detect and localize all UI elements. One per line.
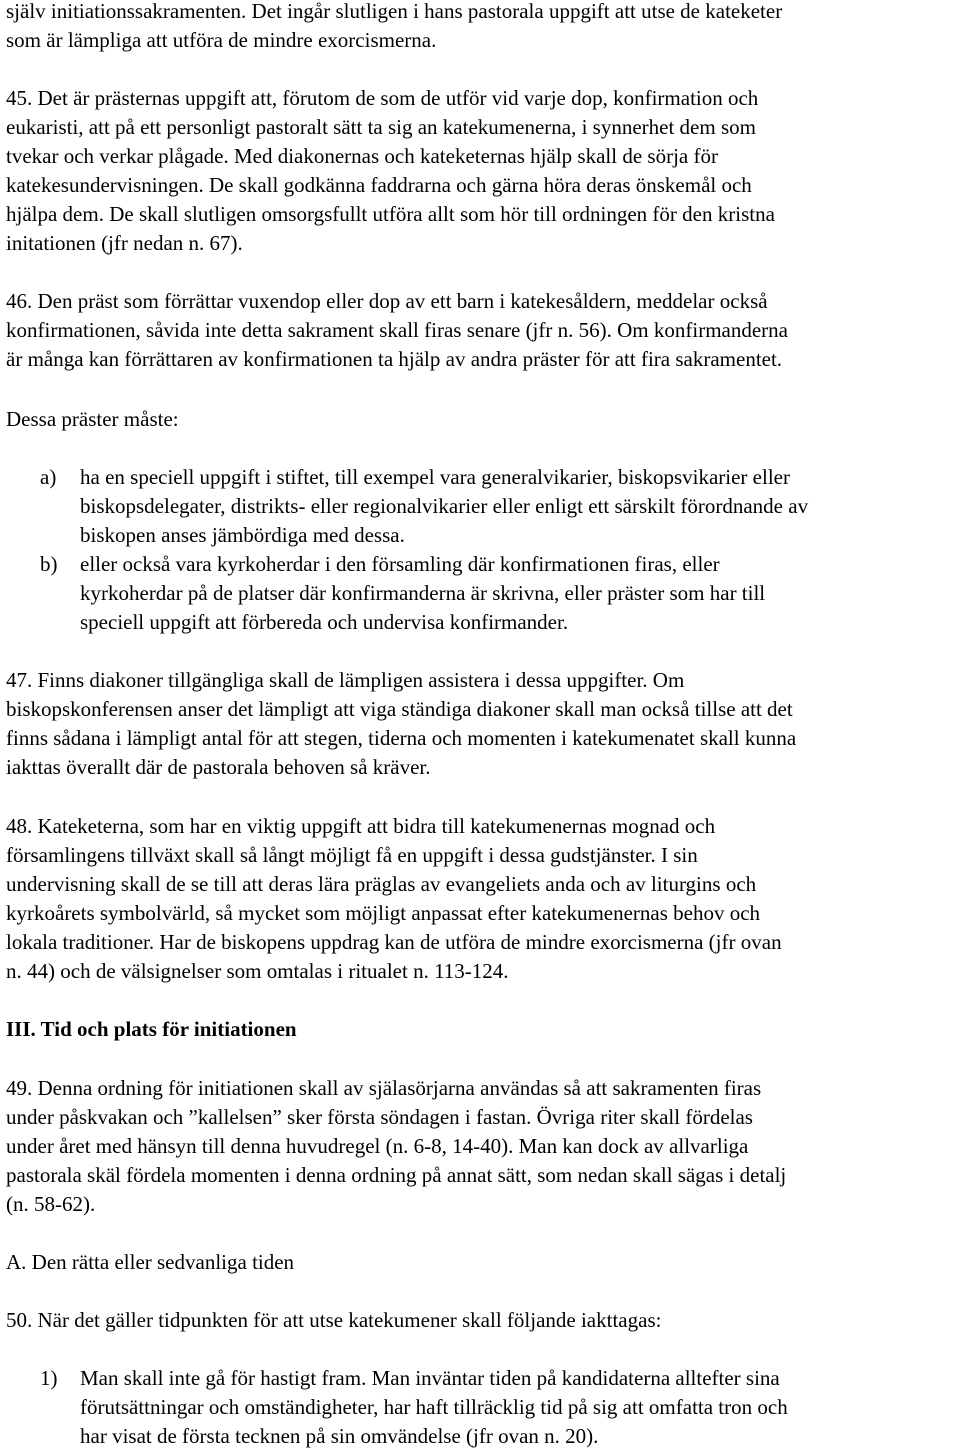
list-marker: 1) [40,1366,58,1390]
paragraph-49: 49. Denna ordning för initiationen skall av själasörjarna användas så att sakramenten firas under påskvakan och ”kallelsen” sker första söndagen i fastan. Övriga riter skall fördelas under året med hänsyn till denna huvudregel (n. 6-8, 14-40). Man kan dock av allvarliga pastorala skäl fördela momenten i denna ordning på annat sätt, som nedan skall sägas i detalj (n. 58-62). [6,1076,787,1216]
paragraph-44-end: själv initiationssakramenten. Det ingår slutligen i hans pastorala uppgift att utse de kateketer som är lämpliga att utföra de mindre exorcismerna. [6,0,783,52]
paragraph-47: 47. Finns diakoner tillgängliga skall de lämpligen assistera i dessa uppgifter. Om biskopskonferensen anser det lämpligt att viga ständiga diakoner skall man också tillse att det finns sådana i lämpligt antal för att stegen, tiderna och momenten i katekumenatet skall kunna iakttas överallt där de pastorala behoven så kräver. [6,668,797,779]
paragraph-45: 45. Det är prästernas uppgift att, förutom de som de utför vid varje dop, konfirmation och eukaristi, att på ett personligt pastoralt sätt ta sig an katekumenerna, i synnerhet dem som tvekar och verkar plågade. Med diakonernas och kateketernas hjälp skall de sörja för katekesundervisningen. De skall godkänna faddrarna och gärna höra deras önskemål och hjälpa dem. De skall slutligen omsorgsfullt utföra allt som hör till ordningen för den kristna initationen (jfr nedan n. 67). [6,86,775,255]
paragraph-46-intro: Dessa präster måste: [6,407,179,431]
list-marker: a) [40,465,57,489]
paragraph-48: 48. Kateketerna, som har en viktig uppgift att bidra till katekumenernas mognad och församlingens tillväxt skall så långt möjligt få en uppgift i dessa gudstjänster. I sin undervisning skall de se till att deras lära präglas av evangeliets anda och av liturgins och kyrkoårets symbolvärld, så mycket som möjligt anpassat efter katekumenernas behov och lokala traditioner. Har de biskopens uppdrag kan de utföra de mindre exorcismerna (jfr ovan n. 44) och de välsignelser som omtalas i ritualet n. 113-124. [6,814,782,983]
list-item-text: eller också vara kyrkoherdar i den församling där konfirmationen firas, eller kyrkoherdar på de platser där konfirmanderna är skrivna, eller präster som har till speciell uppgift att förbereda och undervisa konfirmander. [80,552,766,634]
list-marker: b) [40,552,58,576]
subheading: A. Den rätta eller sedvanliga tiden [6,1250,295,1274]
list-item-text: Man skall inte gå för hastigt fram. Man inväntar tiden på kandidaterna alltefter sina förutsättningar och omständigheter, har haft tillräcklig tid på sig att omfatta tron och har visat de första tecknen på sin omvändelse (jfr ovan n. 20). [80,1366,788,1448]
paragraph-50: 50. När det gäller tidpunkten för att utse katekumener skall följande iakttagas: [6,1308,662,1332]
list-item-text: ha en speciell uppgift i stiftet, till exempel vara generalvikarier, biskopsvikarier eller biskopsdelegater, distrikts- eller regionalvikarier eller enligt ett särskilt förordnande av biskopen anses jämbördiga med dessa. [80,465,809,547]
paragraph-46: 46. Den präst som förrättar vuxendop eller dop av ett barn i katekesåldern, meddelar också konfirmationen, såvida inte detta sakrament skall firas senare (jfr n. 56). Om konfirmanderna är många kan förrättaren av konfirmationen ta hjälp av andra präster för att fira sakramentet. [6,289,788,371]
section-heading: III. Tid och plats för initiationen [6,1017,297,1041]
